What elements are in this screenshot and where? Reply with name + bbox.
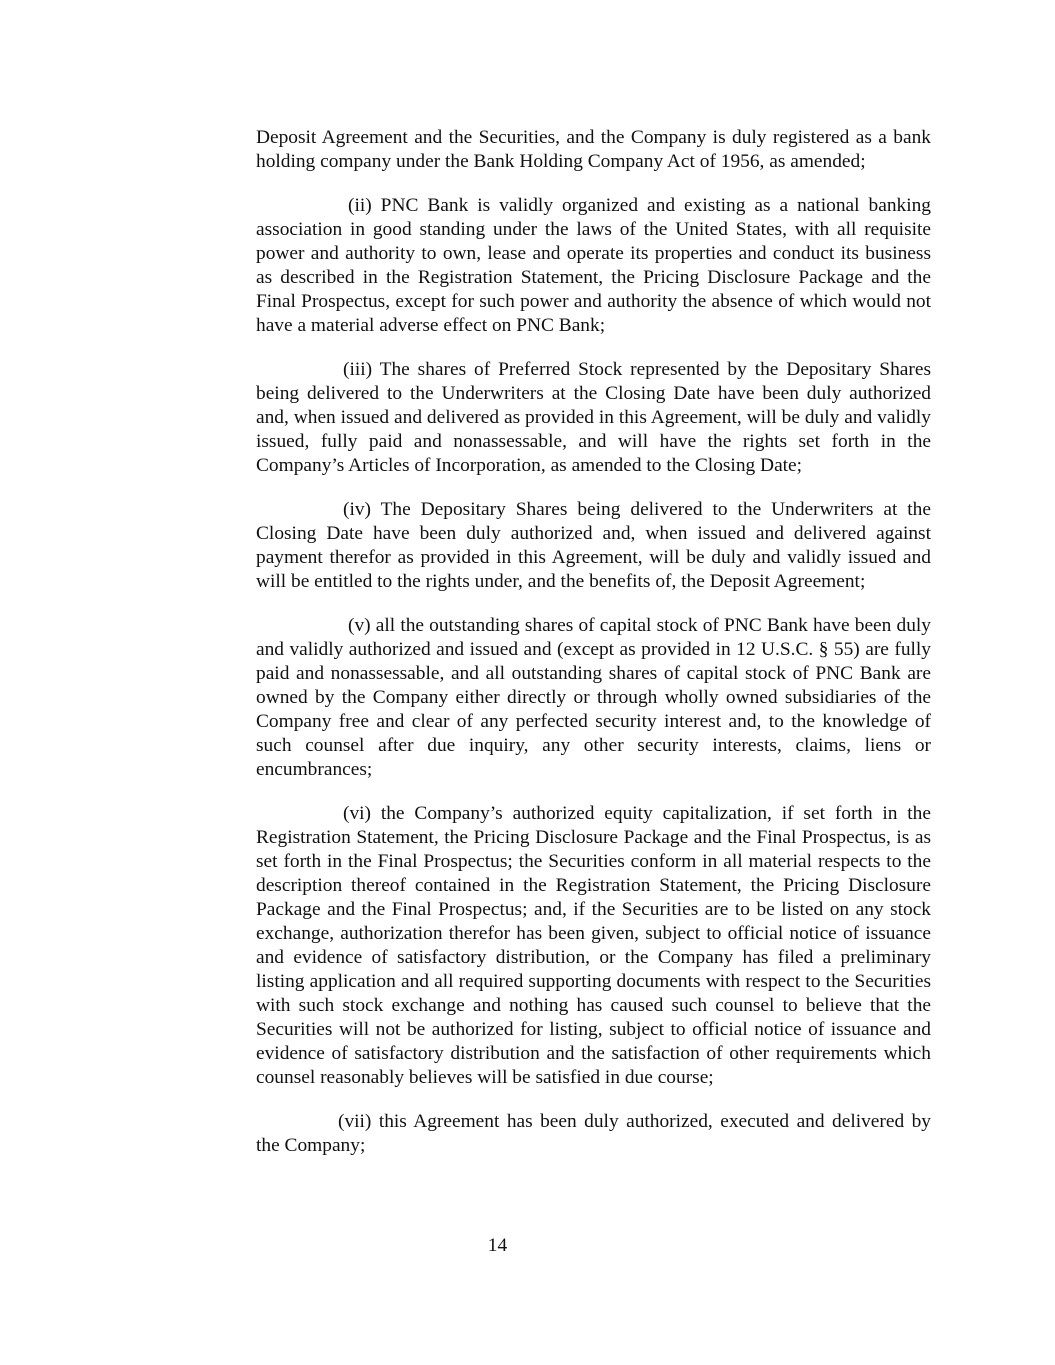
page-number: 14 — [487, 1235, 508, 1256]
paragraph-clause-iii: (iii) The shares of Preferred Stock represented by the Depositary Shares being delivered to the Underwriters at the Closing Date have been duly authorized and, when issued and delivered as provided in this Agreement, will be duly and validly issued, fully paid and nonassessable, and will have the rights set forth in the Company’s Articles of Incorporation, as amended to the Closing Date; — [256, 359, 931, 476]
paragraph-clause-iv: (iv) The Depositary Shares being delivered to the Underwriters at the Closing Date have been duly authorized and, when issued and delivered against payment therefor as provided in this Agreement, will be duly and validly issued and will be entitled to the rights under, and the benefits of, the Deposit Agreement; — [256, 499, 931, 592]
paragraph-continuation: Deposit Agreement and the Securities, and the Company is duly registered as a bank holding company under the Bank Holding Company Act of 1956, as amended; — [256, 127, 931, 172]
paragraph-clause-ii: (ii) PNC Bank is validly organized and existing as a national banking association in good standing under the laws of the United States, with all requisite power and authority to own, lease and operate its properties and conduct its business as described in the Registration Statement, the Pricing Disclosure Package and the Final Prospectus, except for such power and authority the absence of which would not have a material adverse effect on PNC Bank; — [256, 195, 931, 336]
paragraph-clause-vi: (vi) the Company’s authorized equity capitalization, if set forth in the Registration Statement, the Pricing Disclosure Package and the Final Prospectus, is as set forth in the Final Prospectus; the Securities conform in all material respects to the description thereof contained in the Registration Statement, the Pricing Disclosure Package and the Final Prospectus; and, if the Securities are to be listed on any stock exchange, authorization therefor has been given, subject to official notice of issuance and evidence of satisfactory distribution, or the Company has filed a preliminary listing application and all required supporting documents with respect to the Securities with such stock exchange and nothing has caused such counsel to believe that the Securities will not be authorized for listing, subject to official notice of issuance and evidence of satisfactory distribution and the satisfaction of other requirements which counsel reasonably believes will be satisfied in due course; — [256, 803, 931, 1088]
paragraph-clause-vii: (vii) this Agreement has been duly authorized, executed and delivered by the Company; — [256, 1111, 931, 1156]
document-body — [256, 126, 931, 1178]
paragraph-clause-v: (v) all the outstanding shares of capital stock of PNC Bank have been duly and validly authorized and issued and (except as provided in 12 U.S.C. § 55) are fully paid and nonassessable, and all outstanding shares of capital stock of PNC Bank are owned by the Company either directly or through wholly owned subsidiaries of the Company free and clear of any perfected security interest and, to the knowledge of such counsel after due inquiry, any other security interests, claims, liens or encumbrances; — [256, 615, 931, 780]
